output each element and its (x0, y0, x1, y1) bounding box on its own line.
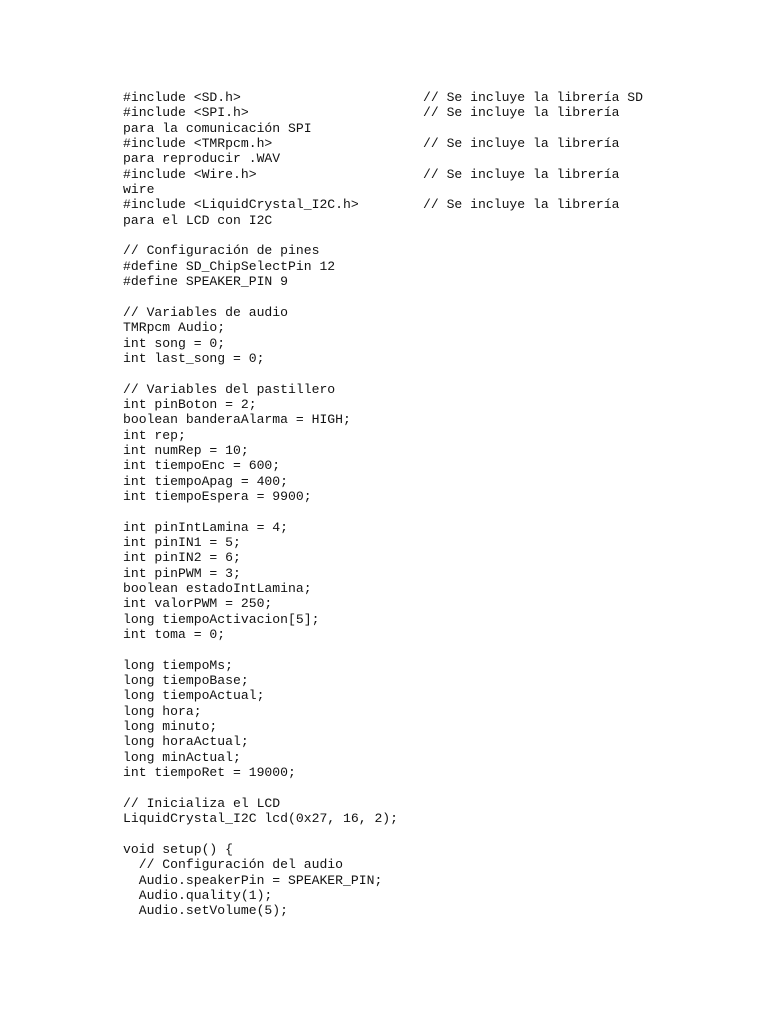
code-line (123, 765, 398, 780)
code-text: long hora; (123, 703, 202, 719)
code-text: Audio.setVolume(5); (123, 903, 289, 919)
code-text: long minActual; (123, 749, 241, 765)
code-listing (123, 90, 644, 919)
code-text: int pinIntLamina = 4; (123, 519, 289, 535)
code-text: #include <SPI.h> (123, 105, 249, 121)
inline-comment: // Se incluye la librería (423, 197, 620, 213)
code-text: Audio.speakerPin = SPEAKER_PIN; (123, 872, 383, 888)
code-line (123, 489, 398, 504)
code-text: para la comunicación SPI (123, 120, 312, 136)
code-text: #include <Wire.h> (123, 166, 257, 182)
code-line (123, 873, 398, 888)
code-line (123, 596, 398, 611)
code-text: #include <TMRpcm.h> (123, 136, 273, 152)
code-text: int last_song = 0; (123, 350, 265, 366)
code-line (123, 673, 398, 688)
code-line (123, 166, 620, 182)
code-text: // Variables del pastillero (123, 381, 336, 397)
code-line (123, 121, 398, 136)
code-text: para el LCD con I2C (123, 212, 273, 228)
code-line (123, 197, 620, 213)
code-text: int song = 0; (123, 335, 226, 351)
code-text: int valorPWM = 250; (123, 596, 273, 612)
code-line (123, 750, 398, 765)
code-text: #include <LiquidCrystal_I2C.h> (123, 197, 359, 213)
code-text: void setup() { (123, 841, 234, 857)
code-line (123, 274, 398, 289)
code-line (123, 336, 398, 351)
code-line (123, 228, 398, 243)
code-line (123, 474, 398, 489)
code-text: long tiempoActivacion[5]; (123, 611, 320, 627)
code-line (123, 780, 398, 795)
code-line (123, 857, 398, 872)
inline-comment: // Se incluye la librería (423, 166, 620, 182)
code-text: // Variables de audio (123, 304, 289, 320)
code-line (123, 351, 398, 366)
inline-comment: // Se incluye la librería SD (423, 90, 644, 105)
code-line (123, 535, 398, 550)
code-line (123, 827, 398, 842)
code-line (123, 151, 398, 166)
code-line (123, 305, 398, 320)
code-line (123, 412, 398, 427)
code-text: int tiempoApag = 400; (123, 473, 289, 489)
code-text: TMRpcm Audio; (123, 320, 226, 336)
code-line (123, 504, 398, 519)
code-line (123, 704, 398, 719)
code-line (123, 550, 398, 565)
code-text: long tiempoBase; (123, 673, 249, 689)
code-text: int tiempoEspera = 9900; (123, 488, 312, 504)
code-text: // Configuración de pines (123, 243, 320, 259)
code-text: int pinIN2 = 6; (123, 550, 241, 566)
code-text: boolean banderaAlarma = HIGH; (123, 412, 351, 428)
inline-comment: // Se incluye la librería (423, 105, 620, 121)
code-line (123, 888, 398, 903)
code-line (123, 811, 398, 826)
code-text: long tiempoActual; (123, 688, 265, 704)
code-line (123, 842, 398, 857)
inline-comment: // Se incluye la librería (423, 136, 620, 152)
code-line (123, 581, 398, 596)
code-text: int numRep = 10; (123, 442, 249, 458)
code-text: #include <SD.h> (123, 90, 241, 105)
code-text: int tiempoEnc = 600; (123, 458, 281, 474)
code-text: int pinPWM = 3; (123, 565, 241, 581)
code-line (123, 136, 620, 152)
code-text: int toma = 0; (123, 627, 226, 643)
code-text: boolean estadoIntLamina; (123, 581, 312, 596)
code-text: Audio.quality(1); (123, 887, 273, 903)
code-text: LiquidCrystal_I2C lcd(0x27, 16, 2); (123, 811, 399, 827)
code-line (123, 520, 398, 535)
code-line (123, 734, 398, 749)
code-line (123, 612, 398, 627)
code-text: // Configuración del audio (123, 857, 344, 873)
code-line (123, 458, 398, 473)
code-line (123, 90, 644, 105)
code-line (123, 382, 398, 397)
code-line (123, 627, 398, 642)
code-line (123, 428, 398, 443)
code-line (123, 182, 398, 197)
code-text: wire (123, 182, 155, 198)
code-line (123, 658, 398, 673)
code-text: para reproducir .WAV (123, 151, 281, 167)
code-text: long minuto; (123, 719, 218, 735)
code-line (123, 443, 398, 458)
code-text: int pinIN1 = 5; (123, 534, 241, 550)
code-text: int pinBoton = 2; (123, 396, 257, 412)
code-line (123, 289, 398, 304)
code-line (123, 719, 398, 734)
code-text: int tiempoRet = 19000; (123, 765, 296, 781)
code-line (123, 642, 398, 657)
code-line (123, 320, 398, 335)
code-text: int rep; (123, 427, 186, 443)
code-text: #define SPEAKER_PIN 9 (123, 274, 289, 290)
code-text: long horaActual; (123, 734, 249, 750)
code-line (123, 366, 398, 381)
code-line (123, 105, 620, 121)
code-line (123, 397, 398, 412)
code-line (123, 688, 398, 703)
code-line (123, 213, 398, 228)
code-text: #define SD_ChipSelectPin 12 (123, 258, 336, 274)
code-text: long tiempoMs; (123, 657, 234, 673)
code-line (123, 259, 398, 274)
code-line (123, 566, 398, 581)
code-text: // Inicializa el LCD (123, 795, 281, 811)
code-line (123, 903, 398, 918)
code-line (123, 796, 398, 811)
code-line (123, 243, 398, 258)
